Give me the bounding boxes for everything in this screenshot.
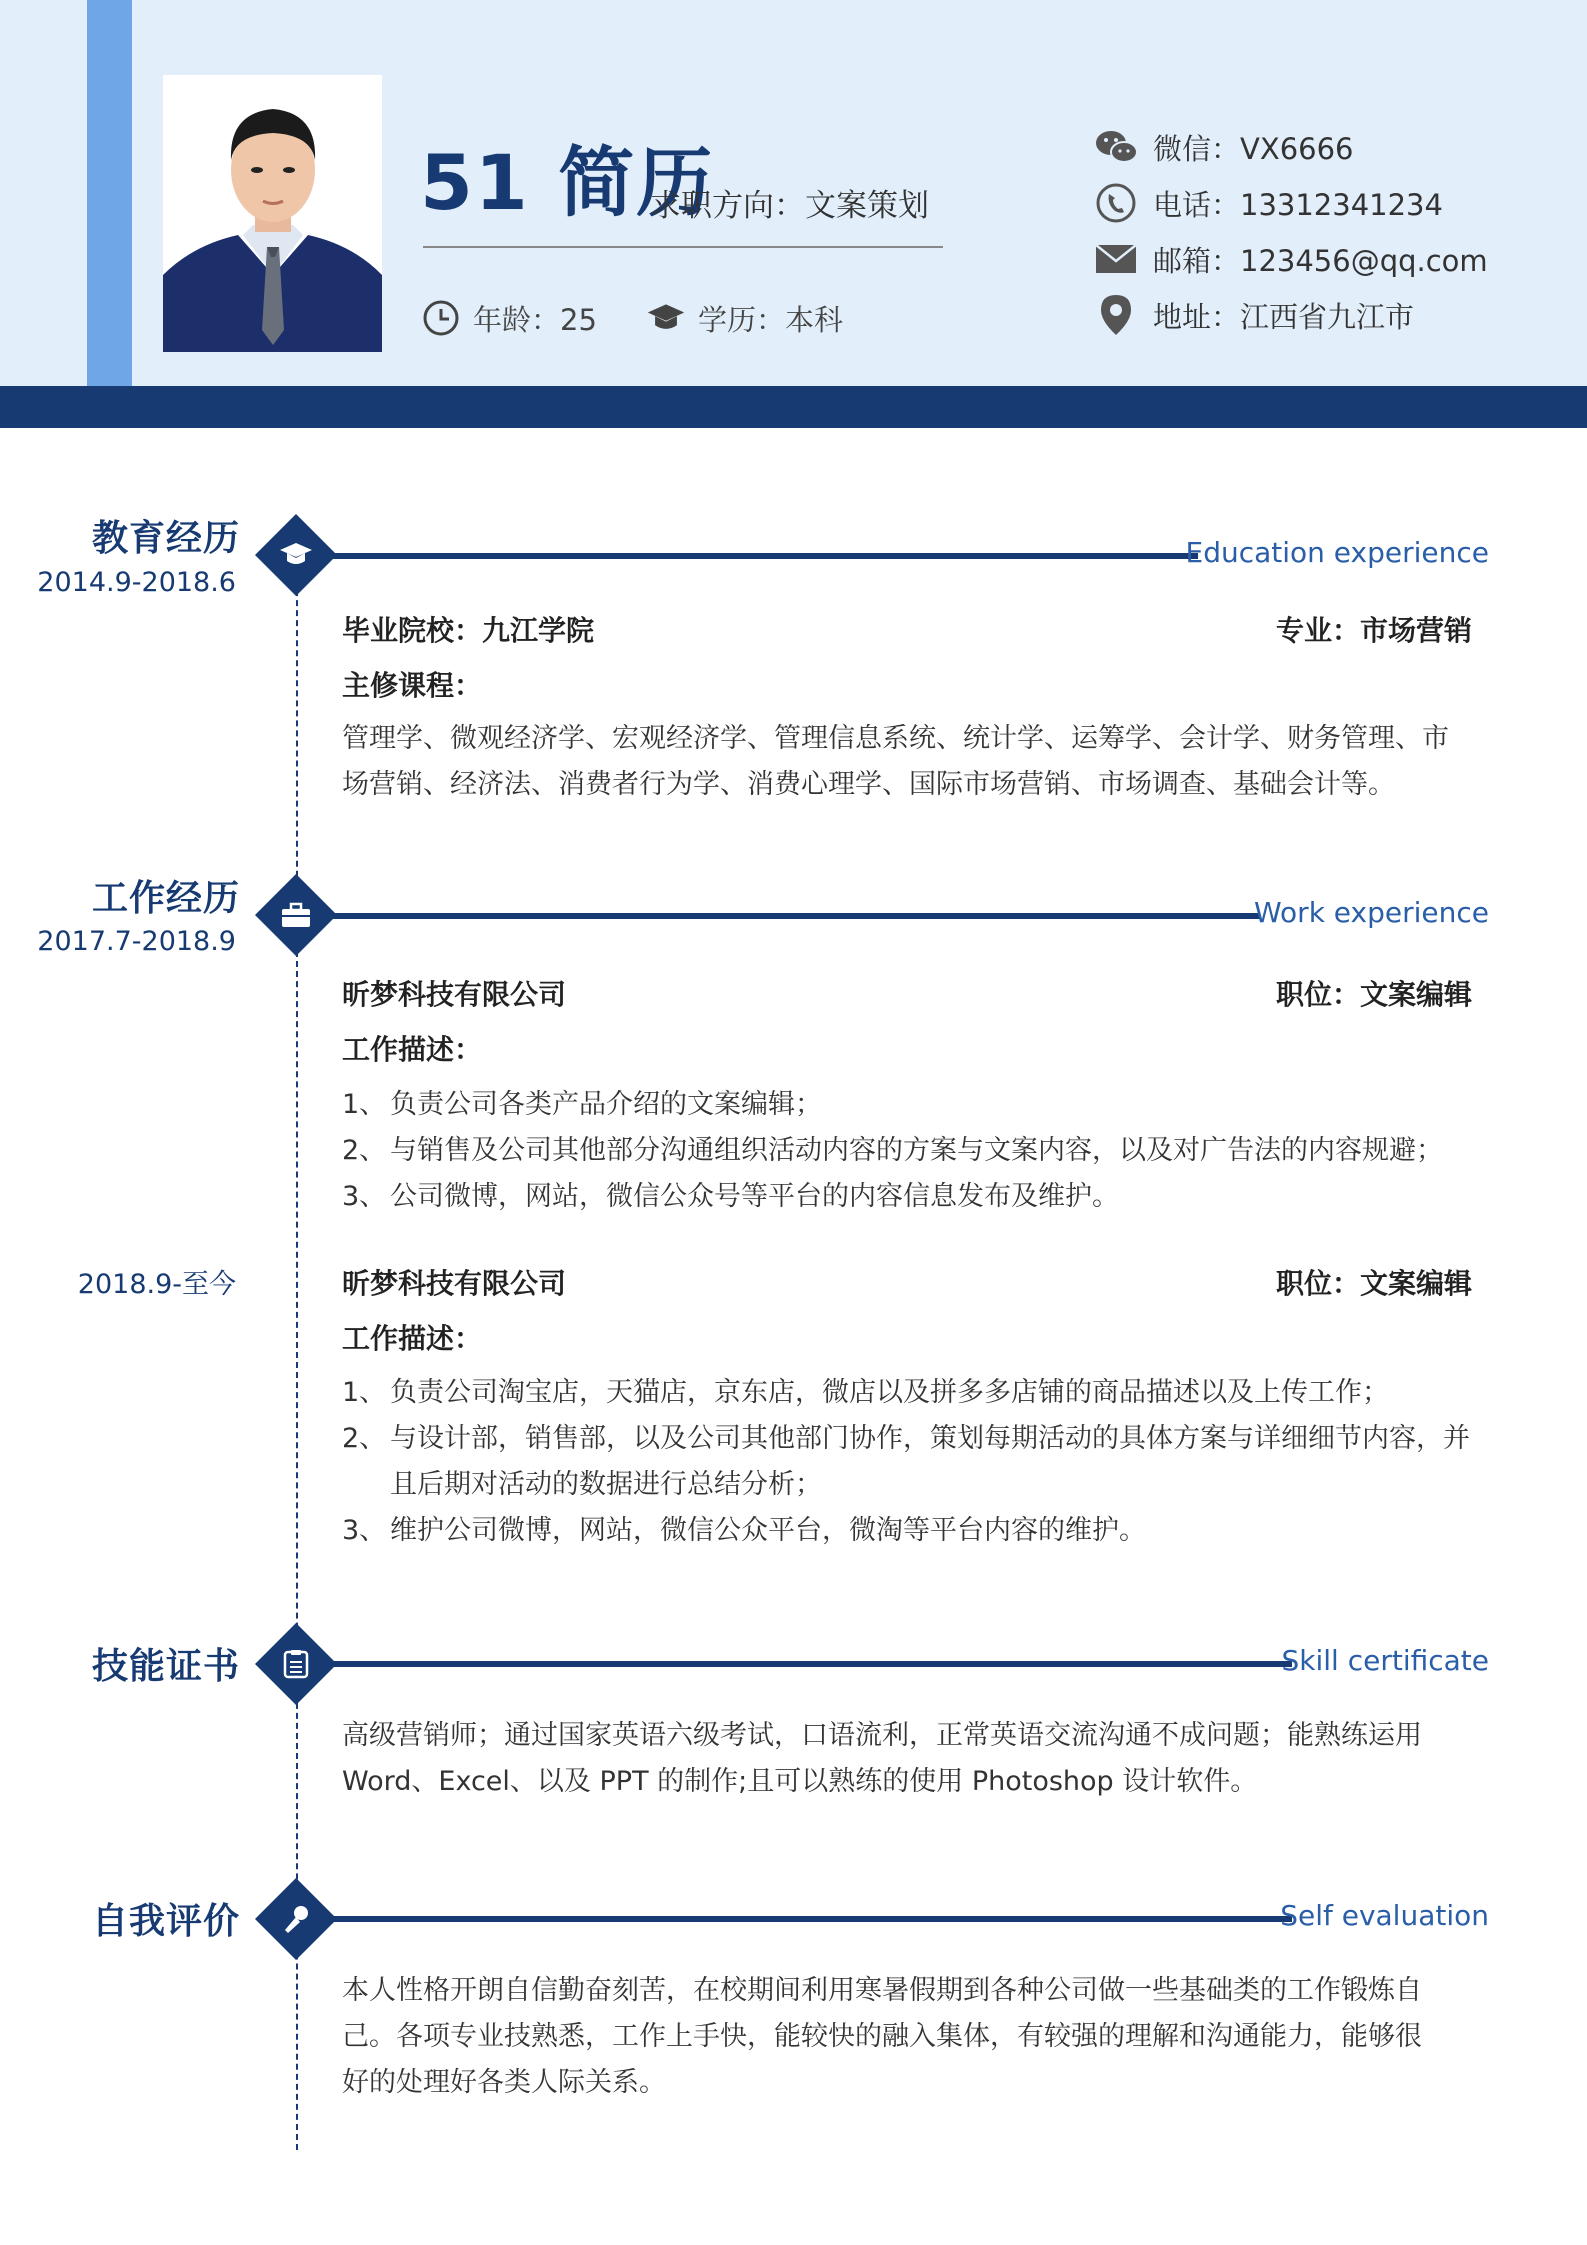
work-section-title: 工作经历 xyxy=(92,878,241,919)
work-date-1: 2017.7-2018.9 xyxy=(37,926,236,957)
education-school: 毕业院校：九江学院 xyxy=(342,614,595,647)
phone-text: 电话：13312341234 xyxy=(1153,187,1443,222)
address-text: 地址：江西省九江市 xyxy=(1153,299,1415,334)
self-eval-section-title-en: Self evaluation xyxy=(1280,1899,1489,1932)
job-target: 求职方向：文案策划 xyxy=(650,188,929,224)
location-pin-icon xyxy=(1093,292,1139,338)
age-field xyxy=(421,296,597,340)
contact-phone xyxy=(1093,180,1443,226)
header-accent-bar xyxy=(87,0,132,387)
work-date-2: 2018.9-至今 xyxy=(77,1269,236,1300)
age-text: 年龄：25 xyxy=(473,302,597,337)
certificate-icon xyxy=(275,1643,317,1685)
courses-text: 管理学、微观经济学、宏观经济学、管理信息系统、统计学、运筹学、会计学、财务管理、市场营销、经济法、消费者行为学、消费心理学、国际市场营销、市场调查、基础会计等。 xyxy=(342,723,1449,800)
skills-section-title: 技能证书 xyxy=(92,1646,241,1687)
self-eval-text: 本人性格开朗自信勤奋刻苦，在校期间利用寒暑假期到各种公司做一些基础类的工作锻炼自己。各项专业技熟悉，工作上手快，能较快的融入集体，有较强的理解和沟通能力，能够很好的处理好各类人际关系。 xyxy=(342,1975,1422,2098)
wechat-icon xyxy=(1093,124,1139,170)
education-date: 2014.9-2018.6 xyxy=(37,567,236,598)
phone-icon xyxy=(1093,180,1139,226)
job2-desc-label: 工作描述： xyxy=(342,1322,483,1355)
mortarboard-icon xyxy=(275,534,317,576)
job2-item: 2、 与设计部，销售部，以及公司其他部门协作，策划每期活动的具体方案与详细细节内容，并且后期对活动的数据进行总结分析； xyxy=(342,1423,1470,1500)
job1-position: 职位：文案编辑 xyxy=(1275,978,1472,1011)
skills-section-title-en: Skill certificate xyxy=(1281,1644,1489,1677)
job1-desc-label: 工作描述： xyxy=(342,1033,483,1066)
avatar-photo xyxy=(163,75,382,352)
wechat-text: 微信：VX6666 xyxy=(1153,131,1354,166)
job1-item: 2、 与销售及公司其他部分沟通组织活动内容的方案与文案内容，以及对广告法的内容规避； xyxy=(342,1135,1443,1166)
job1-company: 昕梦科技有限公司 xyxy=(342,978,567,1011)
envelope-icon xyxy=(1093,236,1139,282)
job2-position: 职位：文案编辑 xyxy=(1275,1267,1472,1300)
graduation-cap-icon xyxy=(646,298,686,338)
contact-wechat xyxy=(1093,124,1354,170)
education-section-rule xyxy=(320,553,1198,559)
job2-item: 3、 维护公司微博，网站，微信公众平台，微淘等平台内容的维护。 xyxy=(342,1515,1146,1546)
self-eval-section-title: 自我评价 xyxy=(92,1901,241,1942)
contact-email xyxy=(1093,236,1488,282)
resume-name: 51 简历 xyxy=(420,138,715,227)
skills-text: 高级营销师；通过国家英语六级考试，口语流利，正常英语交流沟通不成问题；能熟练运用 Word、Excel、以及 PPT 的制作;且可以熟练的使用 Photoshop 设计软件。 xyxy=(342,1720,1422,1797)
education-section-title: 教育经历 xyxy=(92,518,241,559)
clock-icon xyxy=(421,298,461,338)
work-section-rule xyxy=(320,913,1260,919)
work-section-title-en: Work experience xyxy=(1254,896,1489,929)
job1-item: 3、 公司微博，网站，微信公众号等平台的内容信息发布及维护。 xyxy=(342,1181,1119,1212)
courses-label: 主修课程： xyxy=(342,669,483,702)
self-eval-section-rule xyxy=(320,1916,1292,1922)
education-text: 学历：本科 xyxy=(698,302,844,337)
education-major: 专业：市场营销 xyxy=(1275,614,1472,647)
job1-item: 1、 负责公司各类产品介绍的文案编辑； xyxy=(342,1089,822,1120)
contact-address xyxy=(1093,292,1414,338)
job2-item: 1、 负责公司淘宝店，天猫店，京东店，微店以及拼多多店铺的商品描述以及上传工作； xyxy=(342,1377,1389,1408)
skills-section-rule xyxy=(320,1661,1292,1667)
job2-company: 昕梦科技有限公司 xyxy=(342,1267,567,1300)
education-section-title-en: Education experience xyxy=(1185,536,1489,569)
email-text: 邮箱：123456@qq.com xyxy=(1153,243,1488,278)
header-bottom-band xyxy=(0,386,1587,428)
education-field xyxy=(646,296,843,340)
name-divider xyxy=(423,246,943,248)
microphone-icon xyxy=(275,1898,317,1940)
briefcase-icon xyxy=(275,894,317,936)
